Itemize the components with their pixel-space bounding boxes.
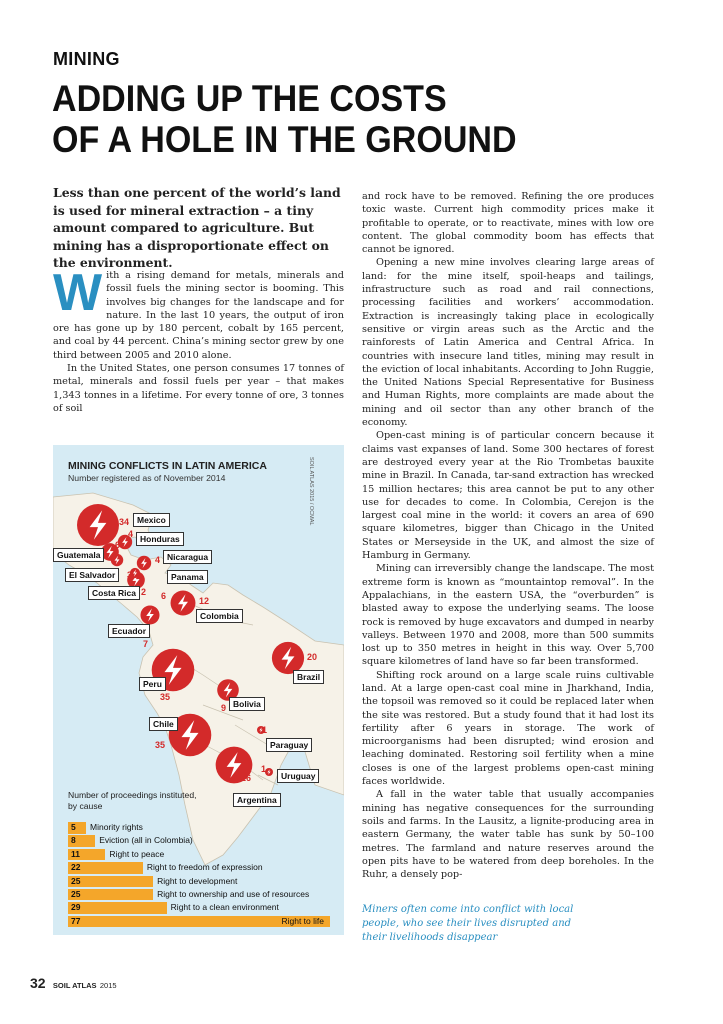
value-costa-rica: 2: [141, 587, 147, 597]
value-guatemala: 6: [115, 540, 121, 550]
col2-paragraph-2: Opening a new mine involves clearing large areas of land: for the mine itself, spoil-heaps and tailings, infrastructure such as road and rail connections, processing facilities and workers’ accommodation. Extraction is increasingly taking place in ecologically sensitive or virgin areas such as the Arctic and the rainforests of Latin America and Central Africa. In countries with insecure land titles, mining may result in the eviction of local inhabitants. According to John Ruggie, the United Nations Special Representative for Business and Human Rights, more complaints are made about the mining and oil sector than any other branch of the economy.: [362, 257, 654, 429]
cause-value: 8: [71, 835, 76, 846]
label-uruguay: Uruguay: [277, 769, 319, 783]
map-credit: SOIL ATLAS 2015 / OCMAL: [308, 457, 314, 526]
cause-value: 11: [71, 848, 80, 859]
label-costa-rica: Costa Rica: [88, 586, 140, 600]
cause-row: [68, 902, 330, 915]
section-kicker: MINING: [53, 49, 120, 69]
cause-row: [68, 876, 330, 889]
col1-paragraph-2: In the United States, one person consumes 17 tonnes of metal, minerals and fossil fuels per year – that makes 1,343 tonnes in a lifetime. For every tonne of ore, 3 tonnes of soil: [53, 363, 344, 414]
lead-paragraph: Less than one percent of the world’s land is used for mineral extraction – a tiny amount compared to agriculture. But mining has a disproportionate effect on the environment.: [53, 185, 341, 270]
value-brazil: 20: [307, 652, 318, 662]
col2-paragraph-3: Open-cast mining is of particular concern because it claims vast expanses of land. Some 300 hectares of forest are destroyed every year at the Rio Trombetas bauxite mine in Brazil. In Canada, tar-sand extraction has wrecked 15 million hectares; this area cannot be put to any other use for decades to come. In Colombia, Cerejon is the largest coal mine in the world: it covers an area of 690 square kilometres, bigger than Chicago in the United States or Merseyside in the UK, and almost the size of Hamburg in Germany.: [362, 430, 654, 562]
value-bolivia: 9: [221, 703, 227, 713]
cause-label: Right to development: [157, 875, 238, 886]
cause-row: [68, 862, 330, 875]
value-chile: 35: [155, 740, 166, 750]
cause-label: Eviction (all in Colombia): [99, 835, 193, 846]
cause-bar: [68, 876, 153, 888]
col1-paragraph-1: [53, 264, 344, 362]
page-number: 32: [30, 975, 46, 991]
cause-label: Right to a clean environment: [170, 902, 279, 913]
label-mexico: Mexico: [133, 513, 170, 527]
label-el-salvador: El Salvador: [65, 568, 119, 582]
col2-paragraph-4: Mining can irreversibly change the landscape. The most extreme form is known as “mountaintop removal”. In the Appalachians, in the eastern USA, the “overburden” is blasted away to expose the underlying seams. The loose rock is removed by huge excavators and dumped in nearby valleys. Between 1970 and 2008, more than 500 summits lost up to 350 metres in height in this way. Over 5,700 square kilometres of land have so far been transformed.: [362, 563, 654, 668]
column-2: [362, 190, 654, 881]
cause-label: Right to peace: [109, 848, 165, 859]
label-chile: Chile: [149, 717, 178, 731]
publication-year: 2015: [99, 981, 117, 990]
label-argentina: Argentina: [233, 793, 281, 807]
cause-value: 25: [71, 888, 81, 899]
cause-value: 22: [71, 862, 81, 873]
value-uruguay: 1: [261, 764, 267, 774]
value-peru: 35: [160, 692, 171, 702]
col2-paragraph-5: Shifting rock around on a large scale ruins cultivable land. At a large open-cast coal mine in Jharkhand, India, the topsoil was removed so it could be replaced later when the site was restored. But a study found that it had lost its fertility after 6 years in storage. The work of microorganisms had been disrupted; wind erosion and leaching dominated. Restoring soil fertility when a mine closes is one of the largest problems open-cast mining faces worldwide.: [362, 669, 654, 788]
label-nicaragua: Nicaragua: [163, 550, 212, 564]
label-honduras: Honduras: [136, 532, 184, 546]
map-title: MINING CONFLICTS IN LATIN AMERICA: [68, 460, 267, 472]
value-honduras: 4: [128, 529, 134, 539]
value-panama: 6: [161, 591, 167, 601]
drop-cap: W: [53, 264, 103, 322]
label-bolivia: Bolivia: [229, 697, 265, 711]
cause-label: Right to ownership and use of resources: [157, 888, 310, 899]
value-el-salvador: 3: [127, 570, 133, 580]
col2-paragraph-1: and rock have to be removed. Refining the ore produces toxic waste. Current high commodity prices make it profitable to operate, or to reactivate, mines with low ore content. The global commodity boom has effects that cannot be ignored.: [362, 191, 654, 256]
label-panama: Panama: [167, 570, 208, 584]
value-mexico: 34: [119, 517, 130, 527]
title-line-1: ADDING UP THE COSTS: [52, 78, 447, 119]
label-brazil: Brazil: [293, 670, 324, 684]
cause-label: Minority rights: [90, 822, 143, 832]
cause-bar: [68, 889, 153, 901]
label-paraguay: Paraguay: [266, 738, 312, 752]
cause-bar: [68, 902, 167, 914]
label-peru: Peru: [139, 677, 166, 691]
cause-row: [68, 889, 330, 902]
latin-america-map: [53, 445, 344, 935]
cause-row: [68, 835, 330, 848]
column-1: [53, 264, 344, 415]
cause-value: 25: [71, 875, 81, 886]
value-paraguay: 1: [262, 725, 268, 735]
label-colombia: Colombia: [196, 609, 243, 623]
figure-caption: Miners often come into conflict with local people, who see their lives disrupted and their livelihoods disappear: [362, 904, 574, 943]
value-argentina: 26: [241, 773, 252, 783]
cause-value: 29: [71, 902, 81, 913]
value-colombia: 12: [199, 596, 210, 606]
page-title: [52, 78, 530, 160]
legend-title: Number of proceedings instituted, by cause: [68, 790, 197, 811]
col2-paragraph-6: A fall in the water table that usually accompanies mining has negative consequences for the surrounding soils and farms. In the Lausitz, a lignite-producing area in eastern Germany, the water table has sunk by 50–100 metres. The farmland and nature reserves around the open pits have to be watered from deep boreholes. In the Ruhr, a densely pop-: [362, 789, 654, 881]
publication-name: SOIL ATLAS: [52, 981, 97, 990]
value-nicaragua: 4: [155, 555, 161, 565]
cause-value: 5: [71, 822, 76, 832]
cause-row: [68, 916, 330, 929]
page-footer: [30, 975, 117, 991]
value-ecuador: 7: [143, 639, 149, 649]
cause-bar-chart: [68, 822, 330, 929]
title-line-2: OF A HOLE IN THE GROUND: [52, 119, 517, 160]
cause-label: Right to life: [281, 915, 324, 926]
cause-row: [68, 822, 330, 835]
col1-paragraph-1-text: ith a rising demand for metals, minerals and fossil fuels the mining sector is booming. This involves big changes for the landscape and for nature. In the last 10 years, the output of iron ore has gone up by 180 percent, cobalt by 165 percent, and coal by 44 percent. China’s mining sector grew by one third between 2005 and 2010 alone.: [53, 270, 344, 361]
cause-label: Right to freedom of expression: [146, 862, 263, 873]
label-guatemala: Guatemala: [53, 548, 104, 562]
map-subtitle: Number registered as of November 2014: [68, 473, 226, 483]
cause-row: [68, 849, 330, 862]
label-ecuador: Ecuador: [108, 624, 150, 638]
cause-value: 77: [71, 915, 81, 926]
